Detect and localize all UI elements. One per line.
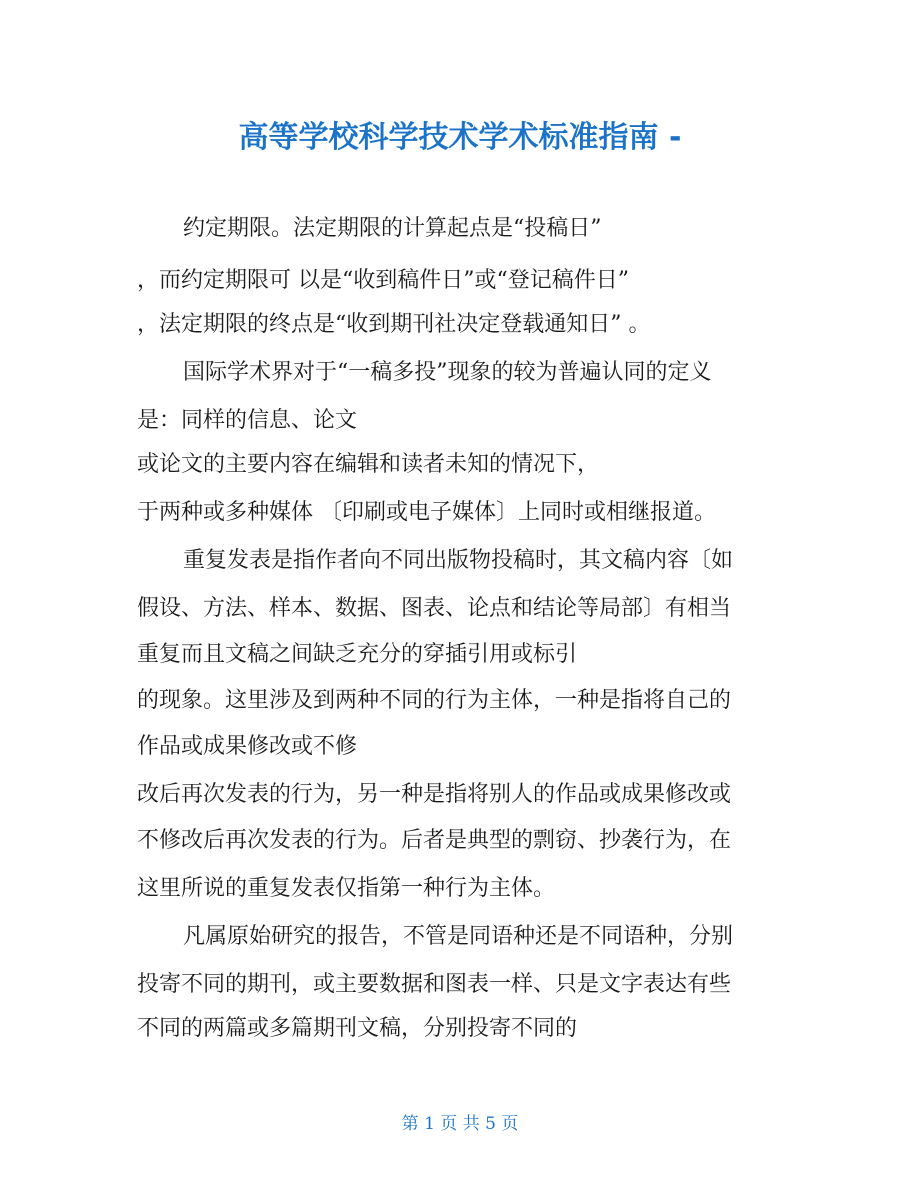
body-line-7: 于两种或多种媒体 〔印刷或电子媒体〕上同时或相继报道。: [137, 500, 716, 525]
body-line-13: 改后再次发表的行为，另一种是指将别人的作品或成果修改或: [137, 782, 732, 807]
body-line-16: 凡属原始研究的报告，不管是同语种还是不同语种，分别: [183, 924, 734, 949]
body-line-1: 约定期限。法定期限的计算起点是“投稿日”: [183, 216, 602, 241]
document-title: 高等学校科学技术学术标准指南 -: [238, 120, 682, 155]
body-line-5: 是：同样的信息、论文: [137, 408, 358, 433]
body-line-14: 不修改后再次发表的行为。后者是典型的剽窃、抄袭行为，在: [137, 828, 732, 853]
body-line-17: 投寄不同的期刊，或主要数据和图表一样、只是文字表达有些: [137, 972, 732, 997]
body-line-15: 这里所说的重复发表仅指第一种行为主体。: [137, 876, 556, 901]
body-line-11: 的现象。这里涉及到两种不同的行为主体，一种是指将自己的: [137, 688, 732, 713]
body-line-8: 重复发表是指作者向不同出版物投稿时，其文稿内容〔如: [183, 548, 734, 573]
body-line-6: 或论文的主要内容在编辑和读者未知的情况下，: [137, 452, 600, 477]
body-line-3: ，法定期限的终点是“收到期刊社决定登载通知日” 。: [137, 312, 651, 337]
body-line-9: 假设、方法、样本、数据、图表、论点和结论等局部〕有相当: [137, 596, 732, 621]
body-line-18: 不同的两篇或多篇期刊文稿，分别投寄不同的: [137, 1016, 578, 1041]
body-line-2: ，而约定期限可 以是“收到稿件日”或“登记稿件日”: [137, 268, 629, 293]
body-line-10: 重复而且文稿之间缺乏充分的穿插引用或标引: [137, 642, 578, 667]
page-footer: 第 1 页 共 5 页: [401, 1114, 519, 1134]
body-line-4: 国际学术界对于“一稿多投”现象的较为普遍认同的定义: [183, 360, 712, 385]
body-line-12: 作品或成果修改或不修: [137, 734, 358, 759]
